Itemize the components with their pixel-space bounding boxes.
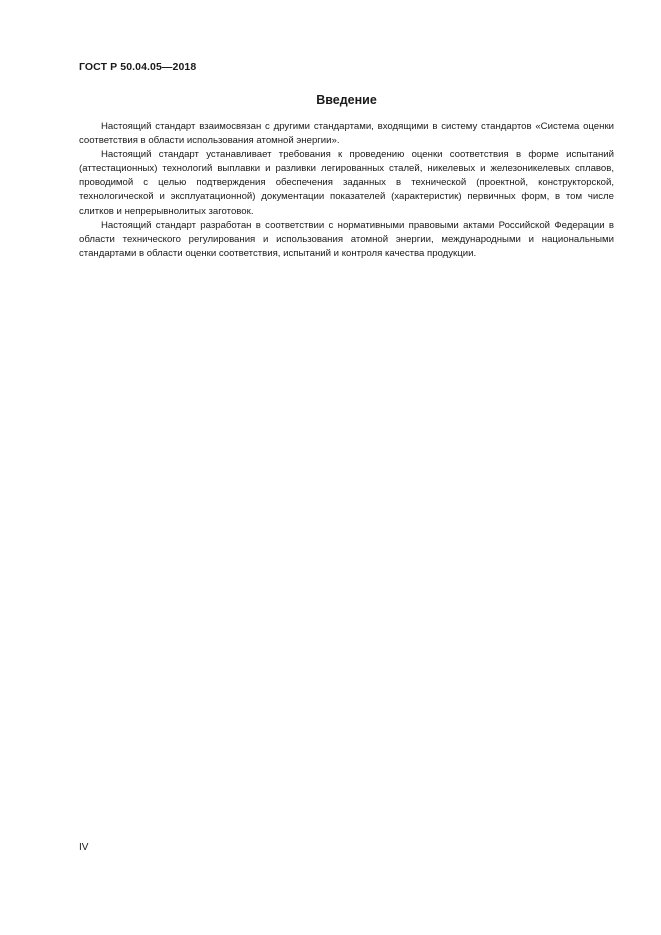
section-heading: Введение — [316, 93, 377, 107]
standard-code-header: ГОСТ Р 50.04.05—2018 — [79, 61, 197, 73]
page-number: IV — [79, 842, 89, 853]
paragraph: Настоящий стандарт разработан в соответствии с нормативными правовыми актами Российской Федерации в области технического регулирования и использования атомной энергии, международными и национальными стандартами в области оценки соответствия, испытаний и контроля качества продукции. — [79, 219, 614, 259]
paragraph: Настоящий стандарт устанавливает требования к проведению оценки соответствия в форме испытаний (аттестационных) технологий выплавки и разливки легированных сталей, никелевых и железоникелевых сплавов, проводимой с целью подтверждения обеспечения заданных в технической (проектной, конструкторской, технологической и эксплуатационной) документации показателей (характеристик) первичных форм, в том числе слитков и непрерывнолитых заготовок. — [79, 149, 614, 217]
paragraph: Настоящий стандарт взаимосвязан с другими стандартами, входящими в систему стандартов «Система оценки соответствия в области использования атомной энергии». — [79, 121, 614, 147]
section-body — [79, 120, 614, 261]
